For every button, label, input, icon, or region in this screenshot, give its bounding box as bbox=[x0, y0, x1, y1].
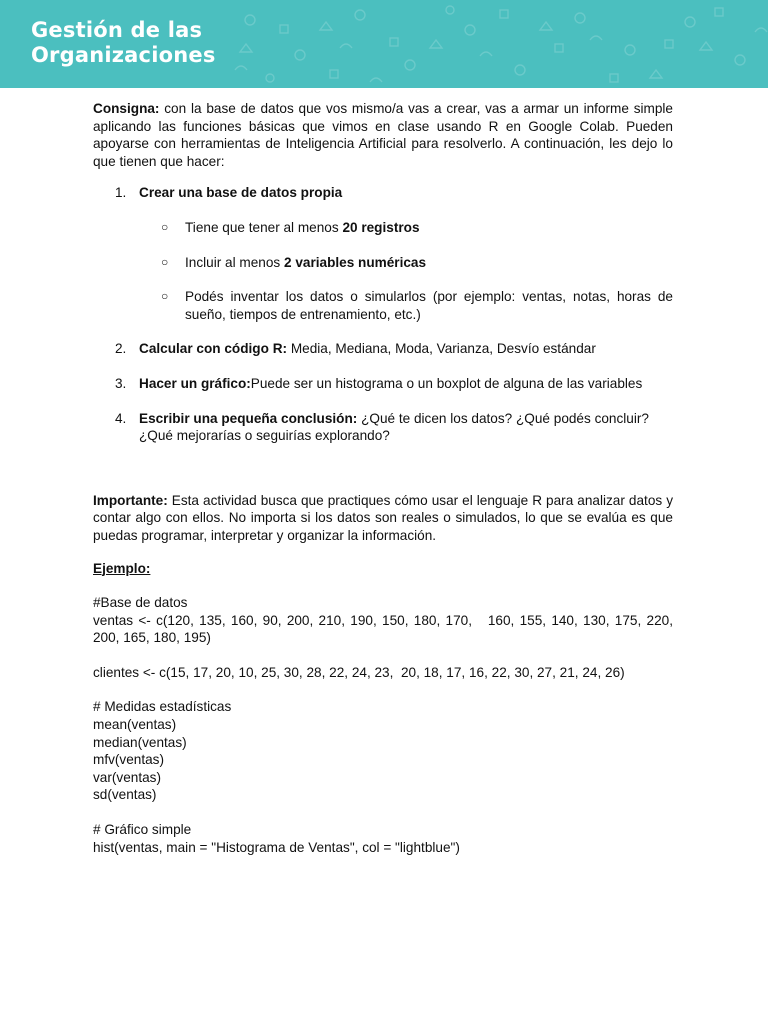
circle-bullet-icon: ○ bbox=[161, 219, 169, 234]
code-line-hist: hist(ventas, main = "Histograma de Ventas", col = "lightblue") bbox=[93, 839, 460, 855]
title-line-1: Gestión de las bbox=[31, 18, 203, 42]
list-item: ○ Tiene que tener al menos 20 registros bbox=[161, 219, 420, 235]
list-item: ○ Incluir al menos 2 variables numéricas bbox=[161, 254, 427, 270]
task-title: Crear una base de datos propia bbox=[139, 185, 343, 201]
document-body bbox=[93, 100, 677, 873]
code-line: mfv(ventas) bbox=[93, 752, 165, 768]
code-comment: # Gráfico simple bbox=[93, 822, 192, 838]
title-line-2: Organizaciones bbox=[31, 43, 216, 67]
task-item-4 bbox=[93, 410, 673, 445]
code-line-clientes: clientes <- c(15, 17, 20, 10, 25, 30, 28, 22, 24, 23, 20, 18, 17, 16, 22, 30, 27, 21, 24, 26) bbox=[93, 664, 625, 680]
task-text: ¿Qué te dicen los datos? ¿Qué podés concluir? ¿Qué mejorarías o seguirías explorando? bbox=[139, 410, 649, 444]
circle-bullet-icon: ○ bbox=[161, 289, 169, 304]
code-block-data bbox=[93, 594, 677, 647]
task-text: Puede ser un histograma o un boxplot de alguna de las variables bbox=[250, 375, 643, 391]
code-block-stats bbox=[93, 698, 673, 804]
code-comment: #Base de datos bbox=[93, 595, 188, 611]
task-item-1 bbox=[93, 184, 673, 323]
code-comment: # Medidas estadísticas bbox=[93, 699, 232, 715]
page-title bbox=[31, 18, 216, 68]
important-text: Esta actividad busca que practiques cómo usar el lenguaje R para analizar datos y contar algo con ellos. No importa si los datos son reales o simulados, lo que se evalúa es que puedas programar, interpretar y organizar la información. bbox=[93, 492, 673, 543]
task-number: 2. bbox=[115, 341, 127, 357]
task-number: 3. bbox=[115, 375, 127, 391]
code-block-chart bbox=[93, 821, 673, 856]
task-item-2 bbox=[93, 340, 673, 358]
code-line: mean(ventas) bbox=[93, 717, 177, 733]
task-item-3 bbox=[93, 375, 673, 393]
task-text: Media, Mediana, Moda, Varianza, Desvío estándar bbox=[287, 341, 596, 357]
spacer bbox=[93, 462, 673, 492]
code-line: median(ventas) bbox=[93, 734, 187, 750]
code-block-clientes bbox=[93, 664, 673, 682]
example-heading: Ejemplo: bbox=[93, 560, 151, 576]
header-banner bbox=[0, 0, 768, 88]
important-label: Importante: bbox=[93, 492, 168, 508]
intro-paragraph bbox=[93, 100, 673, 170]
task-title: Hacer un gráfico: bbox=[139, 375, 251, 391]
important-paragraph bbox=[93, 492, 673, 545]
task-title: Calcular con código R: bbox=[139, 341, 288, 357]
list-item: ○ Podés inventar los datos o simularlos (por ejemplo: ventas, notas, horas de sueño, tiempos de entrenamiento, etc.) bbox=[161, 289, 673, 322]
task-number: 4. bbox=[115, 410, 127, 426]
code-line-ventas: ventas <- c(120, 135, 160, 90, 200, 210, 190, 150, 180, 170, 160, 155, 140, 130, 175, 220, 200, 165, 180, 195) bbox=[93, 612, 677, 646]
task-number: 1. bbox=[115, 185, 127, 201]
task-subitems bbox=[139, 219, 673, 323]
code-line: sd(ventas) bbox=[93, 787, 157, 803]
code-line: var(ventas) bbox=[93, 769, 161, 785]
circle-bullet-icon: ○ bbox=[161, 254, 169, 269]
task-title: Escribir una pequeña conclusión: bbox=[139, 410, 358, 426]
intro-text: con la base de datos que vos mismo/a vas a crear, vas a armar un informe simple aplicando las funciones básicas que vimos en clase usando R en Google Colab. Pueden apoyarse con herramientas de Inteligencia Artificial para resolverlo. A continuación, les dejo lo que tienen que hacer: bbox=[93, 101, 673, 169]
task-list bbox=[93, 184, 673, 444]
intro-label: Consigna: bbox=[93, 101, 160, 116]
